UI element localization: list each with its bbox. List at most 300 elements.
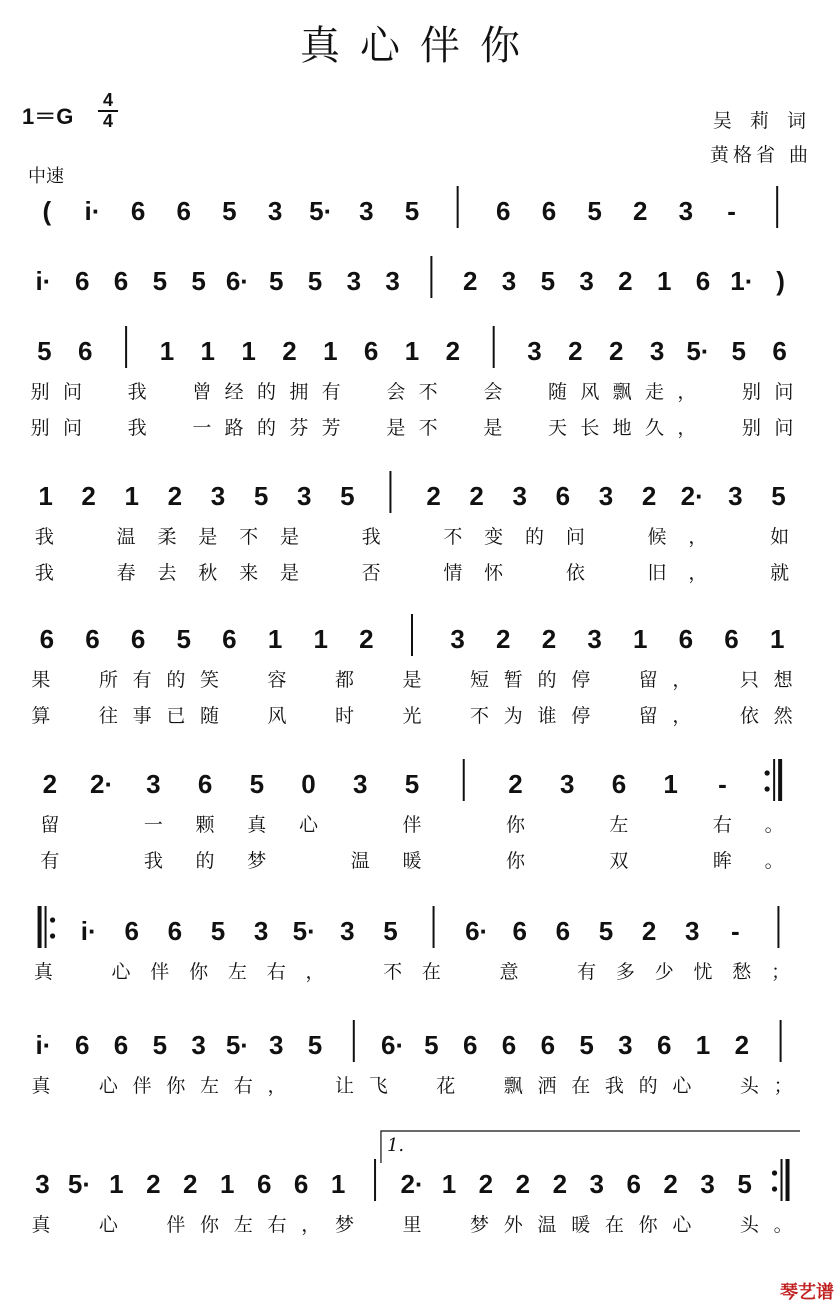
lyric-char: 飘 bbox=[612, 381, 632, 403]
lyric-char: 里 bbox=[402, 1214, 422, 1236]
lyric-char: 会 bbox=[483, 381, 503, 403]
note: 5 bbox=[249, 769, 265, 799]
note: 6 bbox=[541, 196, 557, 226]
note: 1· bbox=[730, 266, 754, 296]
lyric-char: 是 bbox=[279, 562, 299, 584]
lyric-char: 候 bbox=[647, 526, 667, 548]
note: 6 bbox=[462, 1030, 478, 1060]
note: 5· bbox=[309, 196, 333, 226]
lyric-char: 谁 bbox=[537, 705, 557, 727]
lyric-char: 眸 bbox=[712, 850, 732, 872]
lyric-char: 外 bbox=[503, 1214, 523, 1236]
lyric-char: 梦 bbox=[335, 1214, 355, 1236]
note: 6· bbox=[381, 1030, 405, 1060]
note: 6 bbox=[540, 1030, 556, 1060]
song-title: 真心伴你 bbox=[300, 23, 540, 69]
lyric-char: 光 bbox=[402, 705, 422, 727]
lyric-char: ， bbox=[267, 1075, 287, 1097]
note: 3 bbox=[340, 916, 355, 946]
lyric-char: 芳 bbox=[321, 417, 341, 439]
lyric-char: 一 bbox=[192, 417, 212, 439]
note: 5 bbox=[737, 1169, 752, 1199]
note: 6 bbox=[256, 1169, 272, 1199]
note: 6 bbox=[496, 196, 511, 226]
note: 3 bbox=[587, 624, 602, 654]
lyric-char: 你 bbox=[505, 850, 525, 872]
note: 6 bbox=[678, 624, 694, 654]
note: 5 bbox=[191, 266, 206, 296]
volta-label: 1. bbox=[386, 1135, 405, 1156]
note: ) bbox=[776, 266, 785, 296]
lyric-char: 春 bbox=[116, 562, 136, 584]
note: 6 bbox=[85, 624, 100, 654]
lyric-char: ， bbox=[301, 1214, 321, 1236]
lyric-char: 依 bbox=[565, 562, 585, 584]
note: 3 bbox=[527, 336, 542, 366]
note: 5 bbox=[222, 196, 237, 226]
lyric-char: 怀 bbox=[484, 562, 504, 584]
note: 2 bbox=[282, 336, 297, 366]
lyric-char: 柔 bbox=[157, 526, 177, 548]
lyric-char: 右 bbox=[266, 961, 286, 983]
repeat-dot bbox=[765, 786, 770, 791]
note: 3 bbox=[579, 266, 594, 296]
lyric-char: 心 bbox=[111, 961, 131, 983]
note: 3 bbox=[359, 196, 374, 226]
note: 6 bbox=[113, 266, 129, 296]
lyric-char: 我 bbox=[361, 526, 381, 548]
lyric-char: 有 bbox=[132, 669, 152, 691]
note: 6 bbox=[555, 481, 571, 511]
lyric-char: 真 bbox=[33, 961, 53, 983]
note: 2 bbox=[734, 1030, 750, 1060]
lyric-char: 伴 bbox=[150, 961, 170, 983]
lyric-char: 去 bbox=[157, 562, 177, 584]
lyric-char: 洒 bbox=[537, 1075, 557, 1097]
note: 1 bbox=[330, 1169, 346, 1199]
note: 2 bbox=[42, 769, 58, 799]
lyric-char: 不 bbox=[418, 417, 438, 439]
lyric-char: 梦 bbox=[247, 850, 267, 872]
lyric-char: 所 bbox=[98, 669, 118, 691]
note: 6 bbox=[501, 1030, 517, 1060]
volta-bracket bbox=[381, 1131, 800, 1163]
lyric-char: 停 bbox=[571, 669, 591, 691]
lyric-char: 算 bbox=[31, 705, 51, 727]
note: 3 bbox=[146, 769, 161, 799]
lyric-char: 长 bbox=[580, 417, 600, 439]
note: 2 bbox=[146, 1169, 161, 1199]
lyric-char: 风 bbox=[580, 381, 600, 403]
note: 3 bbox=[559, 769, 575, 799]
note: 6 bbox=[113, 1030, 129, 1060]
note: 6 bbox=[695, 266, 711, 296]
note: 3 bbox=[35, 1169, 50, 1199]
note: 2· bbox=[90, 769, 114, 799]
note: - bbox=[718, 769, 727, 799]
note: 6 bbox=[39, 624, 55, 654]
lyric-char: 在 bbox=[571, 1075, 591, 1097]
lyric-char: 不 bbox=[443, 526, 463, 548]
note: 2 bbox=[515, 1169, 531, 1199]
note: 1 bbox=[159, 336, 175, 366]
note: 3 bbox=[253, 916, 269, 946]
lyric-char: 头 bbox=[739, 1214, 759, 1236]
lyric-char: 飘 bbox=[503, 1075, 523, 1097]
lyric-char: 不 bbox=[418, 381, 438, 403]
note: 2 bbox=[445, 336, 461, 366]
lyric-char: 真 bbox=[31, 1214, 51, 1236]
lyric-char: 问 bbox=[565, 526, 585, 548]
lyric-char: 随 bbox=[200, 705, 220, 727]
lyric-char: ， bbox=[305, 961, 325, 983]
note: 1 bbox=[633, 624, 648, 654]
lyric-char: 真 bbox=[31, 1075, 51, 1097]
lyric-char: 果 bbox=[31, 669, 51, 691]
note: 2 bbox=[568, 336, 583, 366]
lyric-char: 我 bbox=[34, 526, 54, 548]
lyric-char: 有 bbox=[40, 850, 60, 872]
lyric-char: 留 bbox=[40, 814, 60, 836]
lyric-char: ， bbox=[688, 562, 708, 584]
lyric-char: 只 bbox=[739, 669, 759, 691]
lyric-char: 事 bbox=[132, 705, 152, 727]
lyric-char: 少 bbox=[654, 961, 674, 983]
lyric-char: 我 bbox=[34, 562, 54, 584]
note: 6 bbox=[176, 196, 191, 226]
note: 5· bbox=[686, 336, 710, 366]
tempo-marking: 中速 bbox=[28, 166, 64, 187]
lyric-char: ， bbox=[688, 526, 708, 548]
note: 5 bbox=[210, 916, 226, 946]
lyricist-credit: 吴 莉 词 bbox=[712, 110, 812, 132]
lyric-char: 经 bbox=[224, 381, 244, 403]
lyric-char: 右 bbox=[233, 1075, 253, 1097]
lyric-char: 让 bbox=[335, 1075, 355, 1097]
lyric-char: 你 bbox=[166, 1075, 186, 1097]
lyric-char: 秋 bbox=[198, 562, 218, 584]
lyric-char: 心 bbox=[98, 1214, 118, 1236]
note: 3 bbox=[678, 196, 694, 226]
lyric-char: 是 bbox=[198, 526, 218, 548]
lyric-char: 随 bbox=[547, 381, 568, 403]
note: 6 bbox=[130, 624, 146, 654]
note: 1 bbox=[109, 1169, 124, 1199]
lyric-char: 情 bbox=[443, 562, 463, 584]
note: 6 bbox=[197, 769, 213, 799]
lyric-char: 来 bbox=[239, 562, 259, 584]
note: 5 bbox=[424, 1030, 439, 1060]
lyric-char: 温 bbox=[116, 526, 136, 548]
lyric-char: 伴 bbox=[132, 1075, 152, 1097]
note: 1 bbox=[313, 624, 328, 654]
repeat-dot bbox=[772, 1186, 777, 1191]
note: 5 bbox=[404, 196, 420, 226]
note: 1 bbox=[404, 336, 420, 366]
lyric-char: 久 bbox=[644, 417, 665, 439]
note: 6 bbox=[363, 336, 379, 366]
lyric-char: 容 bbox=[267, 669, 287, 691]
lyric-char: ， bbox=[672, 669, 692, 691]
note: - bbox=[730, 916, 740, 946]
lyric-char: 短 bbox=[469, 669, 489, 691]
note: 6 bbox=[555, 916, 571, 946]
lyric-char: 然 bbox=[773, 705, 793, 727]
lyric-char: 左 bbox=[200, 1075, 220, 1097]
lyric-char: 为 bbox=[503, 705, 523, 727]
lyric-char: 不 bbox=[469, 705, 489, 727]
note: 3 bbox=[728, 481, 743, 511]
lyric-char: 地 bbox=[612, 417, 632, 439]
lyric-char: 左 bbox=[227, 961, 247, 983]
note: 5 bbox=[598, 916, 614, 946]
note: 6· bbox=[465, 916, 489, 946]
note: 3 bbox=[512, 481, 528, 511]
note: 3 bbox=[700, 1169, 715, 1199]
key-signature: 1＝G bbox=[22, 104, 74, 129]
note: 3 bbox=[296, 481, 312, 511]
note: 5· bbox=[67, 1169, 91, 1199]
note: 6 bbox=[611, 769, 627, 799]
lyric-char: 问 bbox=[774, 417, 794, 439]
lyric-char: 心 bbox=[672, 1214, 692, 1236]
lyric-char: 已 bbox=[166, 705, 186, 727]
note: 6 bbox=[512, 916, 528, 946]
note: 2 bbox=[663, 1169, 678, 1199]
note: 3 bbox=[618, 1030, 633, 1060]
note: 5 bbox=[731, 336, 746, 366]
note: 2 bbox=[633, 196, 648, 226]
note: 3 bbox=[589, 1169, 604, 1199]
lyric-char: ； bbox=[773, 1075, 793, 1097]
lyric-char: 问 bbox=[774, 381, 794, 403]
lyric-char: 曾 bbox=[192, 381, 212, 403]
repeat-dot bbox=[50, 933, 55, 938]
note: 2 bbox=[641, 916, 657, 946]
lyric-char: 是 bbox=[386, 417, 406, 439]
note: 1 bbox=[124, 481, 140, 511]
lyric-char: 。 bbox=[764, 850, 784, 872]
note: 3 bbox=[649, 336, 665, 366]
watermark-logo: 琴艺谱 bbox=[780, 1282, 834, 1303]
lyric-char: 都 bbox=[335, 669, 355, 691]
lyric-char: 真 bbox=[247, 814, 267, 836]
note: 6 bbox=[124, 916, 140, 946]
lyric-char: 右 bbox=[712, 814, 732, 836]
lyric-char: 的 bbox=[166, 669, 186, 691]
note: 6 bbox=[74, 1030, 90, 1060]
lyric-char: 芬 bbox=[289, 417, 309, 439]
note: 5 bbox=[771, 481, 786, 511]
note: 5 bbox=[307, 1030, 323, 1060]
note: 5· bbox=[225, 1030, 249, 1060]
lyric-char: 你 bbox=[505, 814, 525, 836]
note: 6 bbox=[78, 336, 93, 366]
note: 2 bbox=[641, 481, 657, 511]
lyric-char: 风 bbox=[267, 705, 287, 727]
note: 2 bbox=[469, 481, 484, 511]
note: 2 bbox=[359, 624, 374, 654]
lyric-char: 一 bbox=[143, 814, 163, 836]
note: 3 bbox=[501, 266, 517, 296]
lyric-char: 旧 bbox=[647, 562, 667, 584]
note: 5 bbox=[587, 196, 602, 226]
lyric-char: 的 bbox=[638, 1075, 658, 1097]
note: 2 bbox=[478, 1169, 494, 1199]
note: 1 bbox=[323, 336, 338, 366]
lyric-char: 右 bbox=[267, 1214, 287, 1236]
note: 1 bbox=[241, 336, 256, 366]
lyric-char: 走 bbox=[644, 381, 665, 403]
lyric-char: 忧 bbox=[693, 961, 713, 983]
note: 2· bbox=[680, 481, 704, 511]
note: 1 bbox=[38, 481, 53, 511]
note: ( bbox=[42, 196, 52, 226]
lyric-char: 我 bbox=[604, 1075, 624, 1097]
lyric-char: 别 bbox=[741, 417, 762, 439]
lyric-char: 你 bbox=[189, 961, 209, 983]
note: 5· bbox=[292, 916, 316, 946]
lyric-char: 多 bbox=[615, 961, 635, 983]
note: 1 bbox=[441, 1169, 457, 1199]
note: 0 bbox=[301, 769, 316, 799]
note: 6 bbox=[293, 1169, 309, 1199]
lyric-char: 是 bbox=[279, 526, 299, 548]
lyric-char: 停 bbox=[571, 705, 591, 727]
note: 6 bbox=[130, 196, 146, 226]
lyric-char: 往 bbox=[98, 705, 118, 727]
lyric-char: 双 bbox=[609, 850, 629, 872]
lyric-char: 你 bbox=[638, 1214, 658, 1236]
note: i· bbox=[35, 1030, 52, 1060]
note: 2 bbox=[183, 1169, 198, 1199]
composer-credit: 黄格省 曲 bbox=[709, 144, 812, 166]
note: 5 bbox=[176, 624, 191, 654]
note: 1 bbox=[663, 769, 678, 799]
lyric-char: ， bbox=[677, 417, 697, 439]
repeat-dot bbox=[765, 770, 770, 775]
lyric-char: 头 bbox=[739, 1075, 759, 1097]
lyric-char: 愁 bbox=[732, 961, 752, 983]
note: 5 bbox=[404, 769, 420, 799]
lyric-char: 否 bbox=[361, 562, 381, 584]
lyric-char: 颗 bbox=[195, 814, 215, 836]
lyric-char: 心 bbox=[299, 814, 319, 836]
note: 2 bbox=[508, 769, 523, 799]
note: 5 bbox=[152, 266, 168, 296]
note: 6 bbox=[222, 624, 237, 654]
lyric-char: 的 bbox=[525, 526, 545, 548]
lyric-char: 。 bbox=[764, 814, 784, 836]
note: 2 bbox=[552, 1169, 568, 1199]
lyric-char: 我 bbox=[143, 850, 163, 872]
lyric-char: 心 bbox=[98, 1075, 118, 1097]
time-signature-top: 4 bbox=[102, 90, 113, 110]
note: 1 bbox=[200, 336, 216, 366]
note: 3 bbox=[346, 266, 362, 296]
lyric-char: 拥 bbox=[289, 381, 309, 403]
note: 2· bbox=[400, 1169, 424, 1199]
note: - bbox=[727, 196, 736, 226]
note: 2 bbox=[496, 624, 511, 654]
lyric-char: 暖 bbox=[571, 1214, 591, 1236]
lyric-char: 梦 bbox=[469, 1214, 489, 1236]
lyric-char: 暖 bbox=[402, 850, 422, 872]
lyric-char: 问 bbox=[62, 381, 83, 403]
lyric-char: 在 bbox=[604, 1214, 624, 1236]
lyric-char: 温 bbox=[350, 850, 370, 872]
lyric-char: 我 bbox=[127, 417, 147, 439]
lyric-char: ， bbox=[677, 381, 697, 403]
note: 5 bbox=[540, 266, 556, 296]
time-signature-bottom: 4 bbox=[102, 111, 113, 131]
lyric-char: 的 bbox=[256, 417, 277, 439]
note: 3 bbox=[353, 769, 368, 799]
lyric-char: 有 bbox=[321, 381, 341, 403]
lyric-char: 不 bbox=[383, 961, 403, 983]
note: i· bbox=[80, 916, 97, 946]
note: 6 bbox=[772, 336, 787, 366]
lyric-char: 你 bbox=[200, 1214, 220, 1236]
note: 2 bbox=[81, 481, 96, 511]
lyric-char: ； bbox=[771, 961, 791, 983]
note: 5 bbox=[268, 266, 284, 296]
note: 1 bbox=[220, 1169, 235, 1199]
note: 2 bbox=[618, 266, 633, 296]
lyric-char: 飞 bbox=[368, 1075, 388, 1097]
note: 3 bbox=[268, 1030, 284, 1060]
lyric-char: 留 bbox=[638, 669, 658, 691]
note: 6 bbox=[656, 1030, 672, 1060]
note: 3 bbox=[210, 481, 226, 511]
lyric-char: 想 bbox=[773, 669, 793, 691]
lyric-char: 的 bbox=[537, 669, 557, 691]
lyric-char: 别 bbox=[30, 417, 50, 439]
note: 6 bbox=[74, 266, 90, 296]
note: 5 bbox=[307, 266, 323, 296]
note: 5 bbox=[340, 481, 355, 511]
lyric-char: 路 bbox=[224, 417, 244, 439]
lyric-char: 是 bbox=[483, 417, 503, 439]
lyric-char: 心 bbox=[672, 1075, 692, 1097]
note: 5 bbox=[37, 336, 52, 366]
lyric-char: 意 bbox=[499, 961, 519, 983]
note: 6 bbox=[626, 1169, 641, 1199]
note: 2 bbox=[426, 481, 441, 511]
note: 5 bbox=[383, 916, 398, 946]
lyric-char: 别 bbox=[30, 381, 50, 403]
note: 6 bbox=[167, 916, 183, 946]
lyric-char: 的 bbox=[195, 850, 215, 872]
note: 3 bbox=[598, 481, 614, 511]
lyric-char: 留 bbox=[638, 705, 658, 727]
note: 6 bbox=[724, 624, 739, 654]
lyric-char: 的 bbox=[256, 381, 277, 403]
note: 3 bbox=[684, 916, 700, 946]
note: 2 bbox=[462, 266, 478, 296]
note: 1 bbox=[695, 1030, 711, 1060]
note: 3 bbox=[450, 624, 465, 654]
lyric-char: 笑 bbox=[200, 669, 220, 691]
lyric-char: 左 bbox=[233, 1214, 253, 1236]
lyric-char: ， bbox=[672, 705, 692, 727]
note: 1 bbox=[656, 266, 672, 296]
lyric-char: 我 bbox=[127, 381, 147, 403]
note: 2 bbox=[608, 336, 624, 366]
note: i· bbox=[35, 266, 52, 296]
lyric-char: 。 bbox=[773, 1214, 793, 1236]
lyric-char: 时 bbox=[335, 705, 355, 727]
